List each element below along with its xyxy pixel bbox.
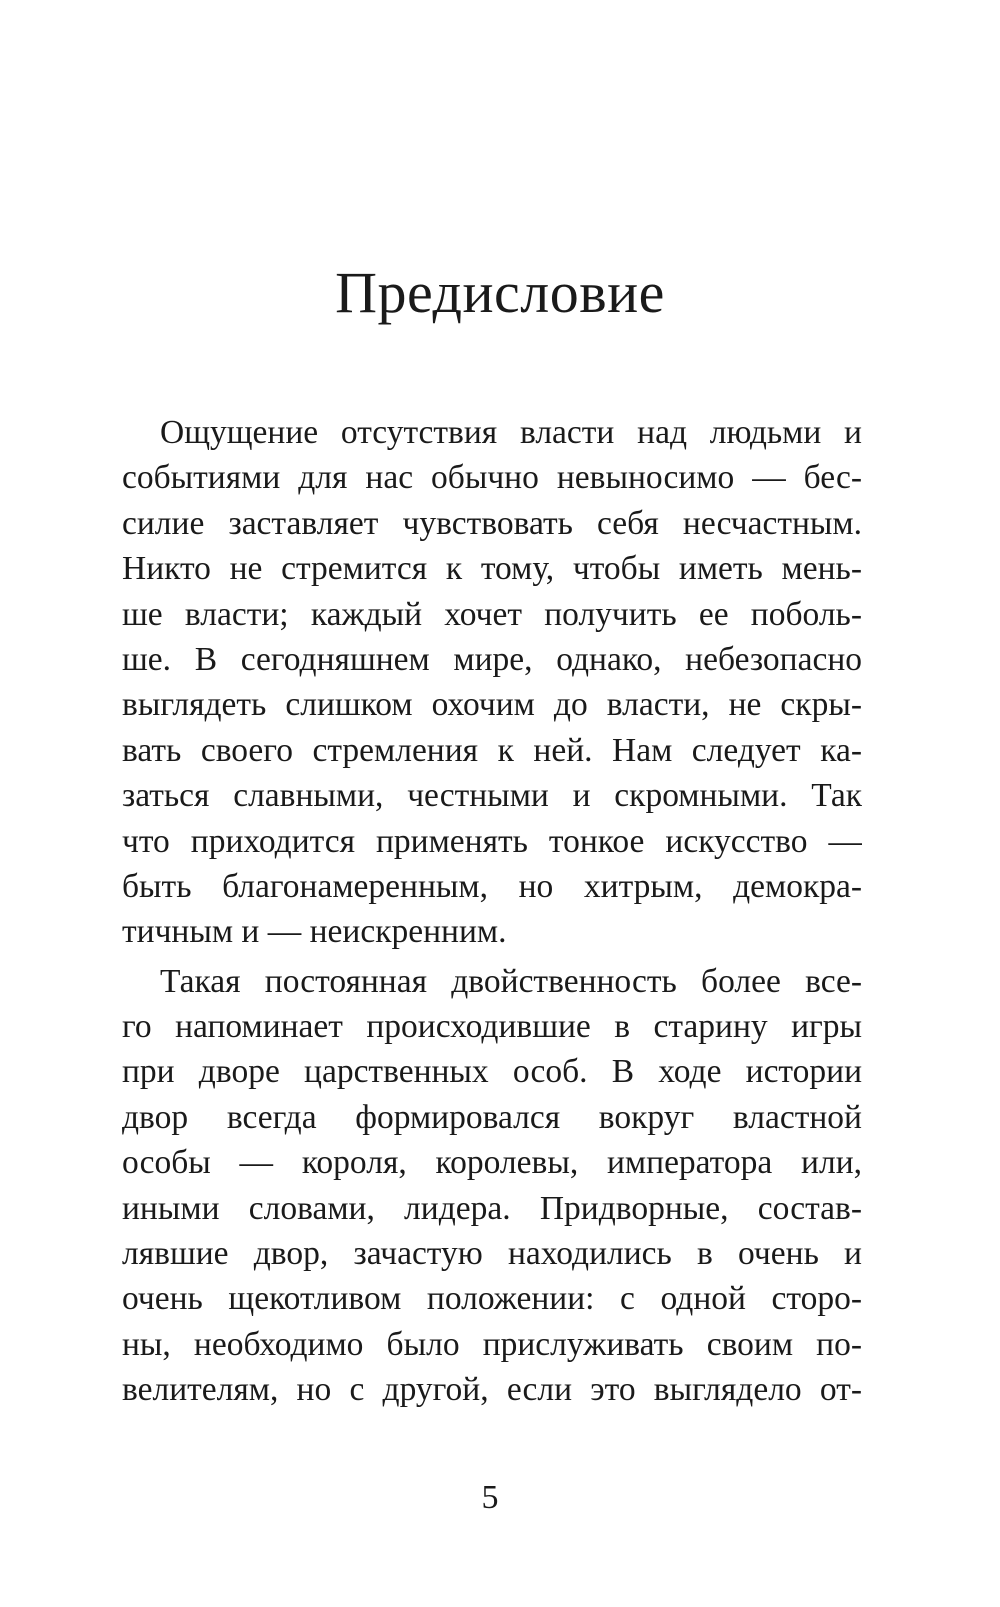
text-line: Ощущение отсутствия власти над людьми и: [160, 414, 862, 451]
text-line: очень щекотливом положении: с одной сторо-: [122, 1280, 862, 1318]
text-line: двор всегда формировался вокруг властной: [122, 1098, 862, 1136]
text-line: что приходится применять тонкое искусство —: [122, 822, 862, 860]
text-line: ше. В сегодняшнем мире, однако, небезопасно: [122, 640, 862, 678]
text-line: ше власти; каждый хочет получить ее поболь-: [122, 595, 862, 633]
text-line: Никто не стремится к тому, чтобы иметь мень-: [122, 550, 862, 588]
body-text: [122, 410, 862, 1413]
text-line: быть благонамеренным, но хитрым, демокра-: [122, 867, 862, 905]
text-line: иными словами, лидера. Придворные, состав-: [122, 1189, 862, 1227]
page-number: 5: [481, 1479, 499, 1516]
text-line: при дворе царственных особ. В ходе истории: [122, 1053, 862, 1091]
text-line: ны, необходимо было прислуживать своим по-: [122, 1325, 862, 1363]
text-line: заться славными, честными и скромными. Так: [122, 777, 862, 815]
text-line: событиями для нас обычно невыносимо — бес-: [122, 459, 862, 497]
text-line: особы — короля, королевы, императора или,: [122, 1144, 862, 1182]
text-line: тичным и — неискренним.: [122, 913, 507, 951]
chapter-title: Предисловие: [335, 260, 665, 325]
text-line: лявшие двор, зачастую находились в очень и: [122, 1235, 862, 1273]
text-line: выглядеть слишком охочим до власти, не скры-: [122, 686, 862, 724]
text-line: Такая постоянная двойственность более все-: [160, 962, 862, 1000]
text-line: вать своего стремления к ней. Нам следует ка-: [122, 731, 862, 769]
text-line: го напоминает происходившие в старину игры: [122, 1008, 862, 1046]
text-line: велителям, но с другой, если это выглядело от-: [122, 1371, 862, 1409]
text-line: силие заставляет чувствовать себя несчастным.: [122, 504, 862, 542]
